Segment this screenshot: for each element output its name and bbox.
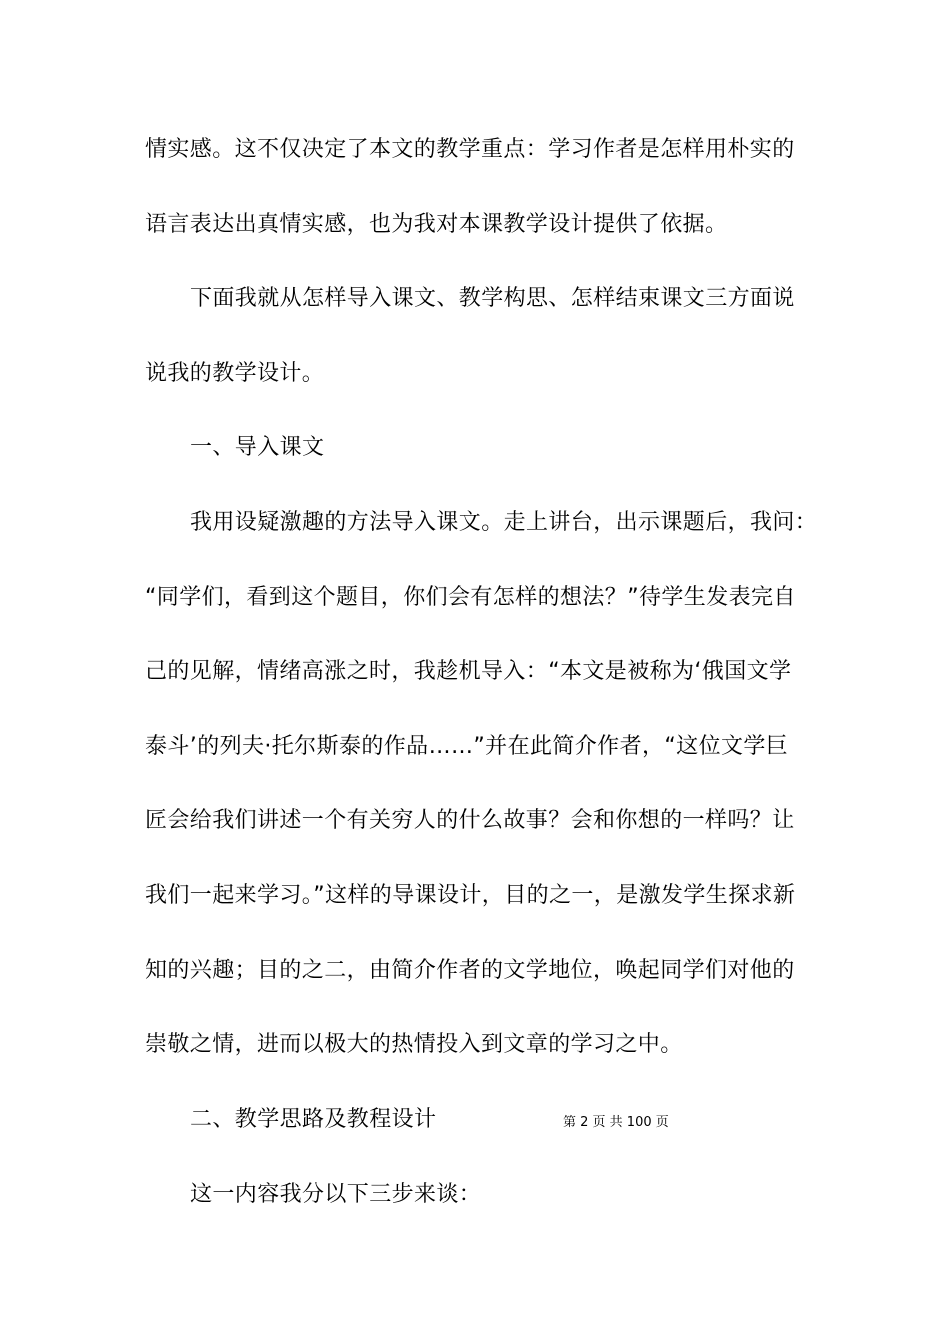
section-heading: 二、教学思路及教程设计 (190, 1107, 437, 1132)
section-heading: 一、导入课文 (190, 435, 325, 460)
paragraph-line: 说我的教学设计。 (145, 361, 325, 386)
paragraph-line: 语言表达出真情实感，也为我对本课教学设计提供了依据。 (145, 212, 728, 237)
paragraph-line: 这一内容我分以下三步来谈： (190, 1182, 482, 1207)
paragraph-line: 下面我就从怎样导入课文、教学构思、怎样结束课文三方面说 (190, 286, 795, 311)
paragraph-line: 我用设疑激趣的方法导入课文。走上讲台，出示课题后，我问： (190, 510, 818, 535)
paragraph-line: 崇敬之情，进而以极大的热情投入到文章的学习之中。 (145, 1032, 683, 1057)
paragraph-line: “同学们，看到这个题目，你们会有怎样的想法？”待学生发表完自 (145, 585, 796, 610)
paragraph-line: 泰斗’的列夫·托尔斯泰的作品……”并在此简介作者，“这位文学巨 (145, 734, 789, 759)
paragraph-line: 知的兴趣；目的之二，由简介作者的文学地位，唤起同学们对他的 (145, 958, 795, 983)
paragraph-line: 己的见解，情绪高涨之时，我趁机导入：“本文是被称为‘俄国文学 (145, 659, 792, 684)
paragraph-line: 情实感。这不仅决定了本文的教学重点：学习作者是怎样用朴实的 (145, 137, 795, 162)
page-number-footer: 第 2 页 共 100 页 (563, 1115, 669, 1130)
paragraph-line: 匠会给我们讲述一个有关穷人的什么故事？会和你想的一样吗？让 (145, 808, 795, 833)
paragraph-line: 我们一起来学习。”这样的导课设计，目的之一，是激发学生探求新 (145, 883, 796, 908)
